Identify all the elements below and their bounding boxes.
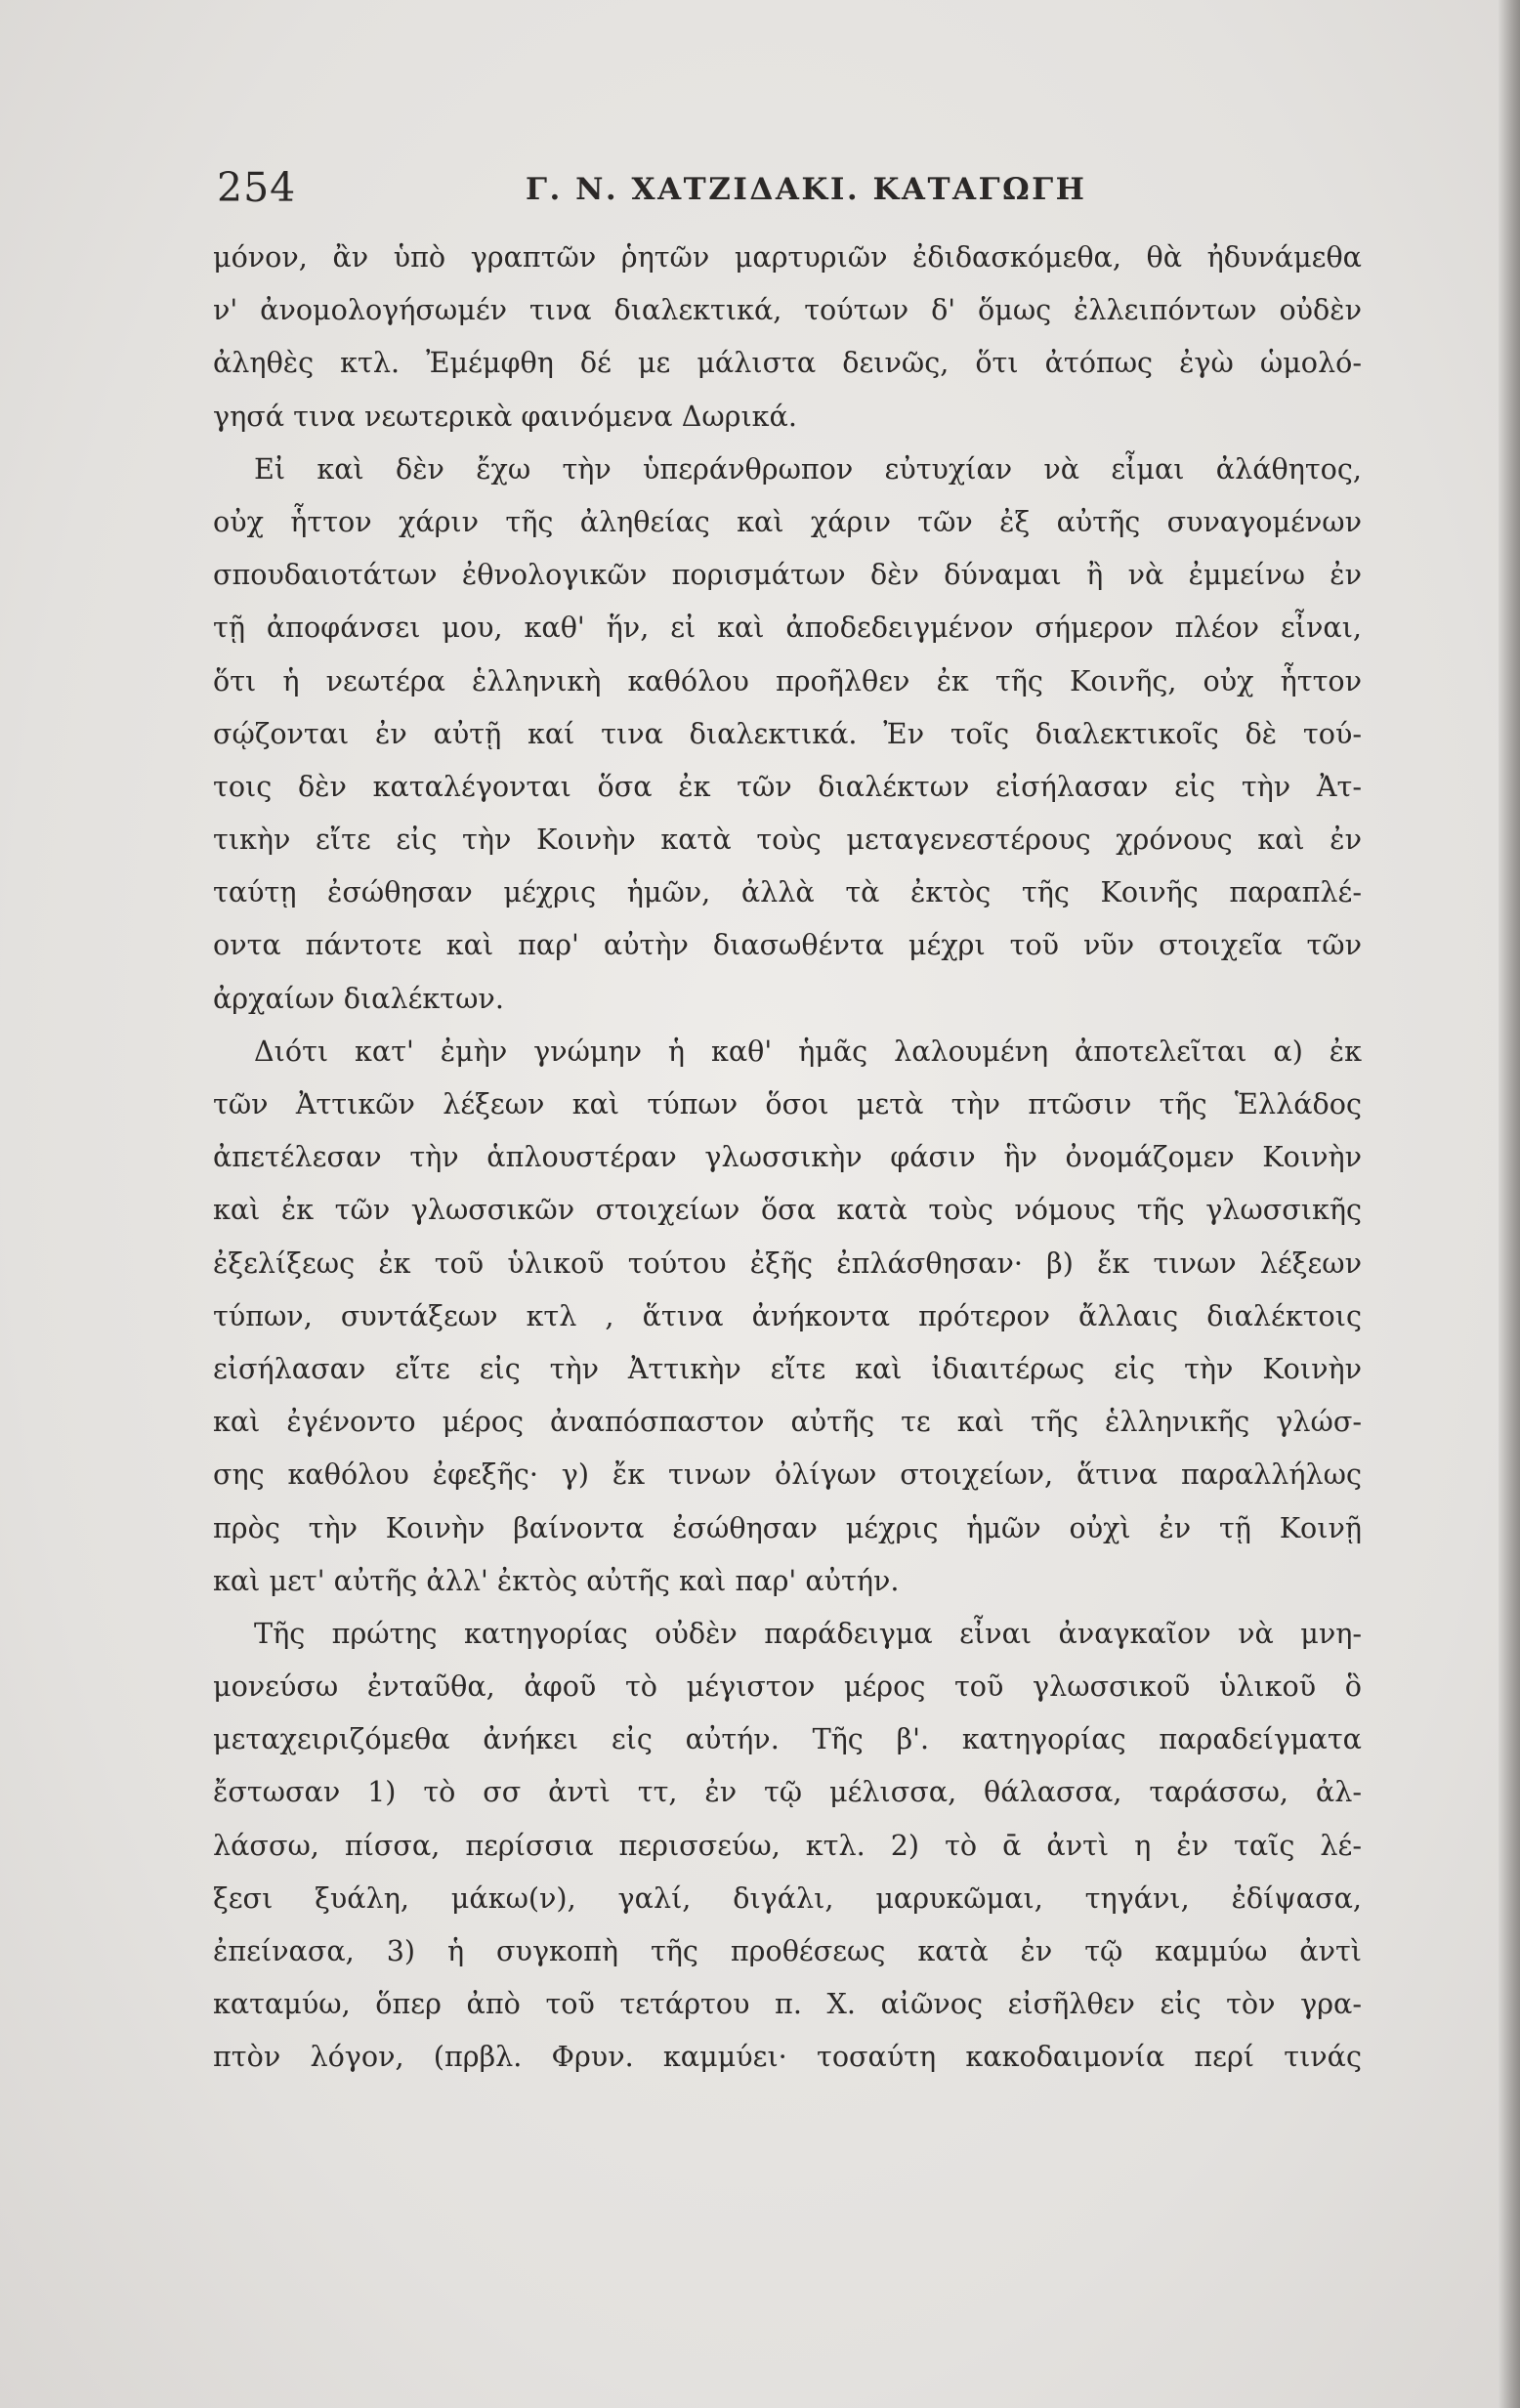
text-line: σης καθόλου ἐφεξῆς· γ) ἔκ τινων ὀλίγων στοιχείων, ἅτινα παραλλήλως (213, 1457, 1362, 1492)
text-line: οντα πάντοτε καὶ παρ' αὐτὴν διασωθέντα μέχρι τοῦ νῦν στοιχεῖα τῶν (213, 928, 1362, 962)
text-line: ἔστωσαν 1) τὸ σσ ἀντὶ ττ, ἐν τῷ μέλισσα, θάλασσα, ταράσσω, ἀλ- (213, 1775, 1362, 1809)
text-line: οὐχ ἧττον χάριν τῆς ἀληθείας καὶ χάριν τῶν ἐξ αὐτῆς συναγομένων (213, 504, 1362, 538)
text-line: ν' ἀνομολογήσωμέν τινα διαλεκτικά, τούτων δ' ὅμως ἐλλειπόντων οὐδὲν (213, 293, 1362, 327)
text-line: ἀληθὲς κτλ. Ἐμέμφθη δέ με μάλιστα δεινῶς, ὅτι ἀτόπως ἐγὼ ὡμολό- (213, 346, 1362, 380)
text-line: ταύτῃ ἐσώθησαν μέχρις ἡμῶν, ἀλλὰ τὰ ἐκτὸς τῆς Κοινῆς παραπλέ- (213, 875, 1362, 909)
text-line: τῶν Ἀττικῶν λέξεων καὶ τύπων ὅσοι μετὰ τὴν πτῶσιν τῆς Ἑλλάδος (213, 1087, 1362, 1120)
running-head: Γ. Ν. ΧΑΤΖΙΔΑΚΙ. ΚΑΤΑΓΩΓΗ (526, 172, 1087, 207)
text-line: καὶ μετ' αὐτῆς ἀλλ' ἐκτὸς αὐτῆς καὶ παρ' αὐτήν. (213, 1563, 900, 1597)
text-line: ξεσι ξυάλη, μάκω(ν), γαλί, διγάλι, μαρυκῶμαι, τηγάνι, ἐδίψασα, (213, 1880, 1362, 1915)
text-line: μεταχειριζόμεθα ἀνήκει εἰς αὐτήν. Τῆς β'. κατηγορίας παραδείγματα (213, 1722, 1362, 1756)
text-line: Τῆς πρώτης κατηγορίας οὐδὲν παράδειγμα εἶναι ἀναγκαῖον νὰ μνη- (254, 1616, 1362, 1650)
text-line: εἰσήλασαν εἴτε εἰς τὴν Ἀττικὴν εἴτε καὶ ἰδιαιτέρως εἰς τὴν Κοινὴν (213, 1351, 1362, 1385)
page-header (217, 164, 1360, 223)
page-edge (1499, 0, 1520, 2408)
text-line: καταμύω, ὅπερ ἀπὸ τοῦ τετάρτου π. Χ. αἰῶνος εἰσῆλθεν εἰς τὸν γρα- (213, 1987, 1362, 2021)
text-line: σπουδαιοτάτων ἐθνολογικῶν πορισμάτων δὲν δύναμαι ἢ νὰ ἐμμείνω ἐν (213, 558, 1362, 592)
text-line: τῇ ἀποφάνσει μου, καθ' ἥν, εἰ καὶ ἀποδεδειγμένον σήμερον πλέον εἶναι, (213, 611, 1362, 645)
text-line: Διότι κατ' ἐμὴν γνώμην ἡ καθ' ἡμᾶς λαλουμένη ἀποτελεῖται α) ἐκ (254, 1034, 1362, 1068)
text-line: τοις δὲν καταλέγονται ὅσα ἐκ τῶν διαλέκτων εἰσήλασαν εἰς τὴν Ἀτ- (213, 769, 1362, 803)
text-line: μονεύσω ἐνταῦθα, ἀφοῦ τὸ μέγιστον μέρος τοῦ γλωσσικοῦ ὑλικοῦ ὃ (213, 1669, 1362, 1704)
page-number: 254 (217, 164, 297, 211)
text-line: μόνον, ἂν ὑπὸ γραπτῶν ῥητῶν μαρτυριῶν ἐδιδασκόμεθα, θὰ ἠδυνάμεθα (213, 240, 1362, 274)
text-line: ἐπείνασα, 3) ἡ συγκοπὴ τῆς προθέσεως κατὰ ἐν τῷ καμμύω ἀντὶ (213, 1934, 1362, 1967)
text-line: ἀπετέλεσαν τὴν ἁπλουστέραν γλωσσικὴν φάσιν ἣν ὀνομάζομεν Κοινὴν (213, 1140, 1362, 1174)
text-line: τύπων, συντάξεων κτλ , ἅτινα ἀνήκοντα πρότερον ἄλλαις διαλέκτοις (213, 1298, 1362, 1332)
text-line: σῴζονται ἐν αὐτῇ καί τινα διαλεκτικά. Ἐν τοῖς διαλεκτικοῖς δὲ τού- (213, 716, 1362, 750)
text-line: Εἰ καὶ δὲν ἔχω τὴν ὑπεράνθρωπον εὐτυχίαν νὰ εἶμαι ἀλάθητος, (254, 451, 1362, 486)
text-line: πρὸς τὴν Κοινὴν βαίνοντα ἐσώθησαν μέχρις ἡμῶν οὐχὶ ἐν τῇ Κοινῇ (213, 1510, 1362, 1544)
body-text (213, 231, 1362, 2084)
text-line: καὶ ἐγένοντο μέρος ἀναπόσπαστον αὐτῆς τε καὶ τῆς ἑλληνικῆς γλώσ- (213, 1405, 1362, 1439)
text-line: ἀρχαίων διαλέκτων. (213, 981, 504, 1015)
text-line: πτὸν λόγον, (πρβλ. Φρυν. καμμύει· τοσαύτη κακοδαιμονία περί τινάς (213, 2040, 1362, 2074)
text-line: τικὴν εἴτε εἰς τὴν Κοινὴν κατὰ τοὺς μεταγενεστέρους χρόνους καὶ ἐν (213, 823, 1362, 857)
text-line: γησά τινα νεωτερικὰ φαινόμενα Δωρικά. (213, 399, 797, 433)
text-line: ἐξελίξεως ἐκ τοῦ ὑλικοῦ τούτου ἐξῆς ἐπλάσθησαν· β) ἔκ τινων λέξεων (213, 1246, 1362, 1280)
text-line: καὶ ἐκ τῶν γλωσσικῶν στοιχείων ὅσα κατὰ τοὺς νόμους τῆς γλωσσικῆς (213, 1193, 1362, 1227)
text-line: λάσσω, πίσσα, περίσσια περισσεύω, κτλ. 2) τὸ ᾱ ἀντὶ η ἐν ταῖς λέ- (213, 1828, 1362, 1862)
text-line: ὅτι ἡ νεωτέρα ἑλληνικὴ καθόλου προῆλθεν ἐκ τῆς Κοινῆς, οὐχ ἧττον (213, 663, 1362, 697)
